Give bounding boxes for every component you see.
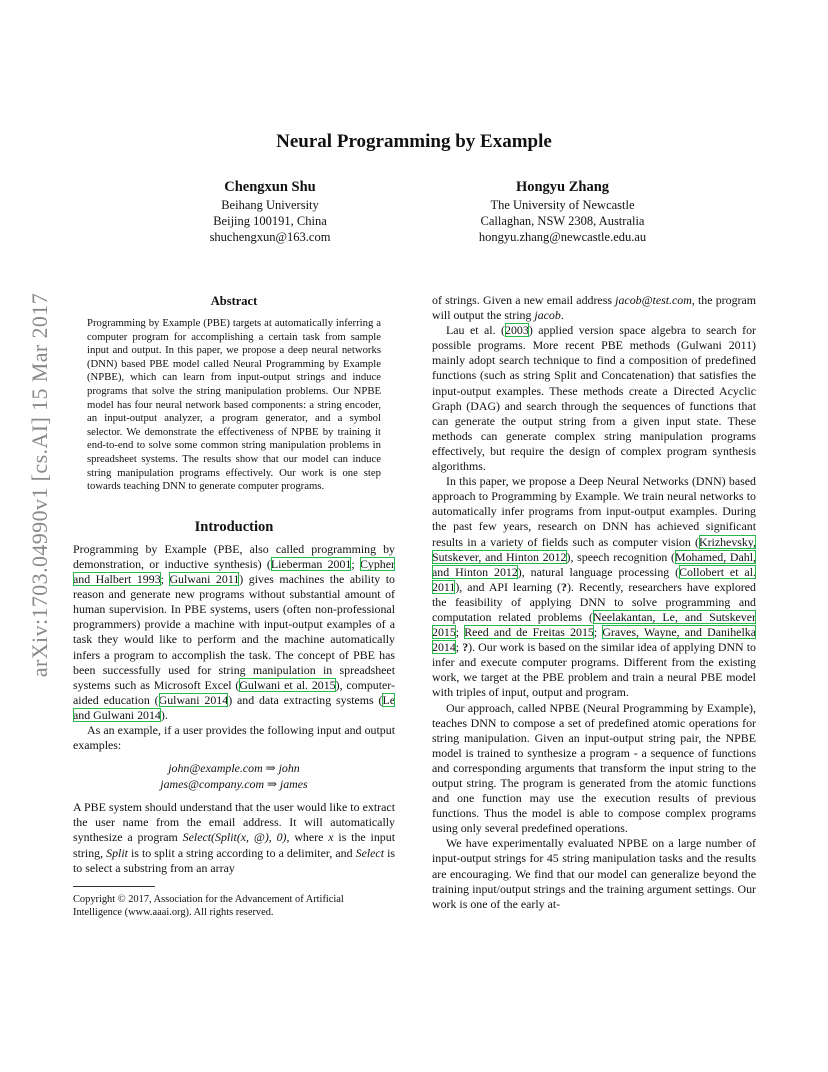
author-block-1 — [160, 178, 380, 245]
right-paragraph-0: of strings. Given a new email address jacob@test.com, the program will output the string jacob. — [432, 293, 756, 323]
right-paragraph-3: Our approach, called NPBE (Neural Programming by Example), teaches DNN to compose a set of predefined atomic operations for string manipulation. Given an input-output string pair, the NPBE model is trained to synthesize a program - a sequence of functions and corresponding arguments that transform the input string to the output string. The program is generated from the atomic functions and one function may use the execution results of previous functions. Thus the model is able to compose complex programs using only several predefined operations. — [432, 700, 756, 836]
citation-link[interactable]: Neelakantan, Le, and Sutskever 2015 — [432, 609, 756, 640]
abstract-heading: Abstract — [210, 294, 258, 308]
author-address: Beijing 100191, China — [213, 214, 327, 228]
citation-link[interactable]: Mohamed, Dahl, and Hinton 2012 — [432, 549, 756, 579]
citation-link[interactable]: Gulwani 2014 — [158, 692, 229, 707]
example-line: james@company.com ⇒ james — [160, 777, 308, 792]
citation-link[interactable]: 2003 — [505, 323, 529, 338]
citation-link[interactable]: Graves, Wayne, and Danihelka 2014 — [432, 625, 756, 655]
author-address: Callaghan, NSW 2308, Australia — [480, 214, 645, 228]
program-expression: Select(Split(x, @), 0) — [182, 830, 287, 845]
right-paragraph-1: Lau et al. (2003) applied version space algebra to search for possible programs. More recent PBE methods (Gulwani 2011) mainly adopt search technique to find a composition of predefined functions (such as string Split and Concatenation) that satisfies the input-output examples. These methods create a Directed Acyclic Graph (DAG) and search through the sequences of functions that can generate the output string from a given input state. These methods can generate complex string manipulation programs effectively, but require the design of complex program synthesis algorithms. — [432, 323, 756, 474]
right-paragraph-2: In this paper, we propose a Deep Neural Networks (DNN) based approach to Programming by Example. We train neural networks to automatically infer programs from input-output examples. During the past few years, research on DNN has achieved significant results in a variety of fields such as computer vision (Krizhevsky, Sutskever, and Hinton 2012), speech recognition (Mohamed, Dahl, and Hinton 2012), natural language processing (Collobert et al. 2011), and API learning (?). Recently, researchers have explored the feasibility of applying DNN to solve programming and computation related problems (Neelakantan, Le, and Sutskever 2015; Reed and de Freitas 2015; Graves, Wayne, and Danihelka 2014; ?). Our work is based on the similar idea of applying DNN to infer and execute computer programs. Different from the existing work, we target at the PBE problem and train a neural PBE model with triples of input, output and program. — [432, 474, 756, 700]
author-name: Hongyu Zhang — [515, 179, 610, 195]
paper-title: Neural Programming by Example — [276, 131, 552, 152]
author-email: shuchengxun@163.com — [209, 230, 331, 244]
example-block — [73, 760, 395, 792]
citation-link[interactable]: Gulwani 2011 — [169, 572, 240, 587]
citation-link[interactable]: Cypher and Halbert 1993 — [73, 557, 395, 587]
arxiv-identifier: arXiv:1703.04990v1 [cs.AI] 15 Mar 2017 — [27, 292, 52, 678]
citation-link[interactable]: Krizhevsky, Sutskever, and Hinton 2012 — [432, 534, 756, 564]
intro-paragraph-1: Programming by Example (PBE, also called programming by demonstration, or inductive synthesis) (Lieberman 2001; Cypher and Halbert 1993; Gulwani 2011) gives machines the ability to reason and generate new programs without substantial amount of human supervision. In PBE systems, users (often non-professional programmers) provide a machine with input-output examples of a task they would like to perform and the machine automatically infers a program to accomplish the task. The concept of PBE has been successfully used for string manipulation in spreadsheet systems such as Microsoft Excel (Gulwani et al. 2015), computer-aided education (Gulwani 2014) and data extracting systems (Le and Gulwani 2014). — [73, 541, 395, 722]
citation-link[interactable]: Gulwani et al. 2015 — [239, 677, 336, 692]
author-affiliation: Beihang University — [221, 198, 319, 212]
arxiv-stamp — [20, 290, 60, 680]
author-name: Chengxun Shu — [224, 179, 316, 195]
citation-link[interactable]: Reed and de Freitas 2015 — [464, 625, 594, 640]
right-column — [432, 293, 756, 912]
citation-link[interactable]: Lieberman 2001 — [270, 557, 352, 571]
citation-link[interactable]: Le and Gulwani 2014 — [73, 692, 395, 722]
copyright-footnote: Copyright © 2017, Association for the Advancement of Artificial Intelligence (www.aaai.org). All rights reserved. — [73, 893, 344, 919]
intro-paragraph-2: As an example, if a user provides the following input and output examples: — [73, 723, 395, 753]
example-line: john@example.com ⇒ john — [168, 761, 300, 776]
left-column — [73, 293, 395, 920]
right-paragraph-4: We have experimentally evaluated NPBE on a large number of input-output strings for 45 string manipulation tasks and the results are encouraging. We find that our model can generalize beyond the training input/output strings and the training argument settings. Our work is one of the early at- — [432, 836, 756, 911]
author-email: hongyu.zhang@newcastle.edu.au — [478, 230, 647, 244]
introduction-heading: Introduction — [194, 518, 274, 535]
citation-link[interactable]: Collobert et al. 2011 — [432, 564, 756, 594]
intro-paragraph-3: A PBE system should understand that the user would like to extract the user name from the email address. It will automatically synthesize a program Select(Split(x, @), 0), where x is the input string, Split is to split a string according to a delimiter, and Select is to select a substring from an array — [73, 800, 396, 875]
footnote-rule — [73, 886, 155, 887]
abstract-text: Programming by Example (PBE) targets at automatically inferring a computer program for accomplishing a certain task from sample input and output. In this paper, we propose a deep neural networks (DNN) based PBE model called Neural Programming by Example (NPBE), which can learn from input-output strings and induce programs that solve the string manipulation problems. Our NPBE model has four neural network based components: a string encoder, an input-output analyzer, a program generator, and a symbol selector. We demonstrate the effectiveness of NPBE by training it end-to-end to solve some common string manipulation problems in spreadsheet systems. The results show that our model can induce string manipulation programs effectively. Our work is one step towards teaching DNN to generate computer programs. — [87, 317, 381, 493]
author-block-2 — [440, 178, 685, 245]
author-affiliation: The University of Newcastle — [490, 198, 635, 212]
